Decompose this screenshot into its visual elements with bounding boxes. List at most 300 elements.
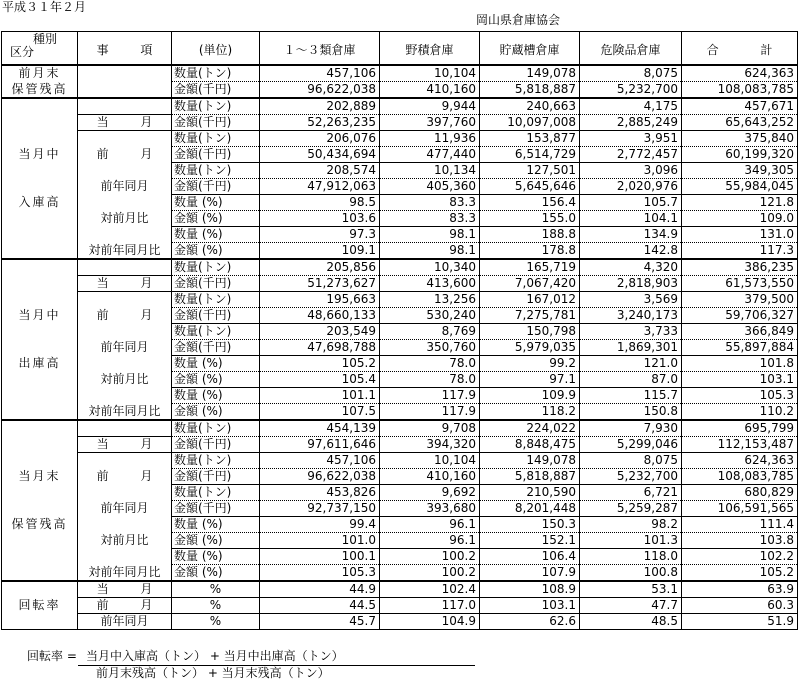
unit-label: 数量 (%): [172, 549, 260, 565]
value-open-yard-warehouse: 410,160: [380, 469, 480, 485]
item-label: 前年同月: [78, 179, 172, 195]
item-label: 当 月: [78, 437, 172, 453]
table-row: [2, 276, 798, 292]
value-silo-warehouse: 62.6: [480, 614, 580, 630]
unit-label: 金額(千円): [172, 437, 260, 453]
value-open-yard-warehouse: 104.9: [380, 614, 480, 630]
category-cell: [2, 404, 78, 421]
unit-label: %: [172, 614, 260, 630]
category-label: 前月末: [2, 65, 78, 82]
unit-label: %: [172, 598, 260, 614]
value-type1-3-warehouse: 50,434,694: [260, 147, 380, 163]
formula-denominator: 前月末残高（トン） + 当月末残高（トン）: [96, 666, 330, 680]
value-silo-warehouse: 188.8: [480, 227, 580, 243]
item-cell: [78, 163, 172, 179]
value-open-yard-warehouse: 98.1: [380, 227, 480, 243]
item-cell: [78, 388, 172, 404]
unit-label: 数量(トン): [172, 163, 260, 179]
table-row: [2, 259, 798, 276]
table-row: [2, 243, 798, 260]
value-type1-3-warehouse: 47,912,063: [260, 179, 380, 195]
value-open-yard-warehouse: 117.0: [380, 598, 480, 614]
item-label: 前 月: [78, 308, 172, 324]
table-row: [2, 324, 798, 340]
category-cell: [2, 533, 78, 549]
value-hazardous-warehouse: 1,869,301: [580, 340, 682, 356]
category-label: 保管残高: [2, 517, 78, 533]
value-hazardous-warehouse: 105.7: [580, 195, 682, 211]
column-header-silo-warehouse: 貯蔵槽倉庫: [480, 32, 580, 66]
category-label: 当月末: [2, 469, 78, 485]
category-label: 保管残高: [2, 82, 78, 99]
unit-label: 金額 (%): [172, 404, 260, 421]
table-row: [2, 340, 798, 356]
category-cell: [2, 276, 78, 292]
unit-label: 数量(トン): [172, 324, 260, 340]
value-hazardous-warehouse: 4,320: [580, 259, 682, 276]
item-label: 当 月: [78, 581, 172, 598]
item-label: 対前月比: [78, 372, 172, 388]
unit-label: 金額(千円): [172, 115, 260, 131]
formula-numerator: 当月中入庫高（トン） + 当月中出庫高（トン）: [86, 649, 344, 663]
value-total: 60.3: [682, 598, 798, 614]
value-silo-warehouse: 7,275,781: [480, 308, 580, 324]
value-silo-warehouse: 7,067,420: [480, 276, 580, 292]
category-cell: [2, 420, 78, 437]
value-total: 375,840: [682, 131, 798, 147]
unit-label: 数量 (%): [172, 388, 260, 404]
item-label: 当 月: [78, 276, 172, 292]
value-silo-warehouse: 109.9: [480, 388, 580, 404]
value-silo-warehouse: 178.8: [480, 243, 580, 260]
unit-label: 数量 (%): [172, 356, 260, 372]
value-open-yard-warehouse: 78.0: [380, 372, 480, 388]
value-type1-3-warehouse: 100.1: [260, 549, 380, 565]
value-open-yard-warehouse: 9,692: [380, 485, 480, 501]
value-type1-3-warehouse: 96,622,038: [260, 82, 380, 99]
value-hazardous-warehouse: 104.1: [580, 211, 682, 227]
value-hazardous-warehouse: 48.5: [580, 614, 682, 630]
item-cell: [78, 420, 172, 437]
value-total: 60,199,320: [682, 147, 798, 163]
table-row: [2, 388, 798, 404]
value-hazardous-warehouse: 8,075: [580, 453, 682, 469]
item-cell: [78, 82, 172, 99]
item-label: 対前年同月比: [78, 404, 172, 421]
value-silo-warehouse: 152.1: [480, 533, 580, 549]
value-open-yard-warehouse: 10,134: [380, 163, 480, 179]
value-type1-3-warehouse: 208,574: [260, 163, 380, 179]
value-open-yard-warehouse: 397,760: [380, 115, 480, 131]
value-hazardous-warehouse: 5,232,700: [580, 82, 682, 99]
item-header: 事 項: [78, 32, 172, 66]
unit-label: 金額 (%): [172, 243, 260, 260]
value-hazardous-warehouse: 118.0: [580, 549, 682, 565]
category-cell: [2, 243, 78, 260]
category-label: 当月中: [2, 147, 78, 163]
unit-label: 数量(トン): [172, 420, 260, 437]
value-hazardous-warehouse: 53.1: [580, 581, 682, 598]
value-open-yard-warehouse: 10,340: [380, 259, 480, 276]
value-total: 55,897,884: [682, 340, 798, 356]
value-type1-3-warehouse: 195,663: [260, 292, 380, 308]
value-open-yard-warehouse: 78.0: [380, 356, 480, 372]
value-hazardous-warehouse: 142.8: [580, 243, 682, 260]
value-hazardous-warehouse: 134.9: [580, 227, 682, 243]
value-hazardous-warehouse: 8,075: [580, 65, 682, 82]
value-hazardous-warehouse: 3,951: [580, 131, 682, 147]
value-total: 111.4: [682, 517, 798, 533]
item-cell: [78, 227, 172, 243]
item-cell: [78, 356, 172, 372]
unit-label: 数量(トン): [172, 485, 260, 501]
column-header-hazardous-warehouse: 危険品倉庫: [580, 32, 682, 66]
unit-label: 金額 (%): [172, 372, 260, 388]
value-total: 349,305: [682, 163, 798, 179]
value-silo-warehouse: 156.4: [480, 195, 580, 211]
category-cell: [2, 340, 78, 356]
table-row: [2, 485, 798, 501]
value-type1-3-warehouse: 453,826: [260, 485, 380, 501]
table-row: [2, 565, 798, 582]
item-label: 当 月: [78, 115, 172, 131]
value-open-yard-warehouse: 477,440: [380, 147, 480, 163]
item-cell: [78, 485, 172, 501]
category-label: 当月中: [2, 308, 78, 324]
value-type1-3-warehouse: 97.3: [260, 227, 380, 243]
category-cell: [2, 259, 78, 276]
item-label: 前年同月: [78, 614, 172, 630]
value-silo-warehouse: 224,022: [480, 420, 580, 437]
value-hazardous-warehouse: 2,885,249: [580, 115, 682, 131]
value-open-yard-warehouse: 13,256: [380, 292, 480, 308]
value-type1-3-warehouse: 203,549: [260, 324, 380, 340]
table-row: [2, 98, 798, 115]
category-cell: [2, 581, 78, 598]
value-total: 108,083,785: [682, 82, 798, 99]
value-open-yard-warehouse: 100.2: [380, 565, 480, 582]
value-silo-warehouse: 149,078: [480, 65, 580, 82]
report-period: 平成３１年２月: [2, 0, 87, 14]
category-cell: [2, 453, 78, 469]
table-row: [2, 147, 798, 163]
value-open-yard-warehouse: 83.3: [380, 211, 480, 227]
value-open-yard-warehouse: 96.1: [380, 517, 480, 533]
category-cell: [2, 485, 78, 501]
value-open-yard-warehouse: 102.4: [380, 581, 480, 598]
value-type1-3-warehouse: 205,856: [260, 259, 380, 276]
table-row: [2, 533, 798, 549]
value-total: 110.2: [682, 404, 798, 421]
value-hazardous-warehouse: 5,232,700: [580, 469, 682, 485]
unit-label: 金額(千円): [172, 308, 260, 324]
value-type1-3-warehouse: 45.7: [260, 614, 380, 630]
value-type1-3-warehouse: 101.1: [260, 388, 380, 404]
value-hazardous-warehouse: 121.0: [580, 356, 682, 372]
category-cell: [2, 565, 78, 582]
unit-label: 数量(トン): [172, 131, 260, 147]
value-total: 103.8: [682, 533, 798, 549]
value-total: 379,500: [682, 292, 798, 308]
unit-label: 金額(千円): [172, 82, 260, 99]
value-silo-warehouse: 99.2: [480, 356, 580, 372]
value-open-yard-warehouse: 98.1: [380, 243, 480, 260]
item-label: 対前年同月比: [78, 565, 172, 582]
item-cell: [78, 324, 172, 340]
item-label: 前 月: [78, 598, 172, 614]
item-cell: [78, 195, 172, 211]
unit-label: 数量 (%): [172, 227, 260, 243]
category-cell: [2, 372, 78, 388]
value-silo-warehouse: 165,719: [480, 259, 580, 276]
value-hazardous-warehouse: 3,569: [580, 292, 682, 308]
value-silo-warehouse: 8,201,448: [480, 501, 580, 517]
table-row: [2, 453, 798, 469]
value-type1-3-warehouse: 457,106: [260, 453, 380, 469]
value-total: 65,643,252: [682, 115, 798, 131]
value-silo-warehouse: 97.1: [480, 372, 580, 388]
value-total: 55,984,045: [682, 179, 798, 195]
item-label: 対前月比: [78, 211, 172, 227]
value-total: 106,591,565: [682, 501, 798, 517]
item-label: 対前年同月比: [78, 243, 172, 260]
value-type1-3-warehouse: 206,076: [260, 131, 380, 147]
value-silo-warehouse: 118.2: [480, 404, 580, 421]
value-total: 105.3: [682, 388, 798, 404]
organization-name: 岡山県倉庫協会: [476, 13, 561, 27]
value-type1-3-warehouse: 96,622,038: [260, 469, 380, 485]
value-silo-warehouse: 167,012: [480, 292, 580, 308]
table-row: [2, 195, 798, 211]
table-row: [2, 598, 798, 614]
item-label: 前年同月: [78, 501, 172, 517]
unit-label: 数量 (%): [172, 517, 260, 533]
value-silo-warehouse: 10,097,008: [480, 115, 580, 131]
value-type1-3-warehouse: 107.5: [260, 404, 380, 421]
table-row: [2, 437, 798, 453]
category-header: [2, 32, 78, 66]
value-hazardous-warehouse: 100.8: [580, 565, 682, 582]
category-cell: [2, 437, 78, 453]
category-label: 出庫高: [2, 356, 78, 372]
value-open-yard-warehouse: 10,104: [380, 65, 480, 82]
unit-label: 数量(トン): [172, 259, 260, 276]
table-row: [2, 517, 798, 533]
value-total: 101.8: [682, 356, 798, 372]
value-type1-3-warehouse: 51,273,627: [260, 276, 380, 292]
category-cell: [2, 388, 78, 404]
table-row: [2, 82, 798, 99]
table-row: [2, 227, 798, 243]
value-total: 680,829: [682, 485, 798, 501]
value-open-yard-warehouse: 11,936: [380, 131, 480, 147]
item-cell: [78, 131, 172, 147]
value-hazardous-warehouse: 6,721: [580, 485, 682, 501]
unit-label: 金額 (%): [172, 565, 260, 582]
value-open-yard-warehouse: 10,104: [380, 453, 480, 469]
value-open-yard-warehouse: 9,944: [380, 98, 480, 115]
value-type1-3-warehouse: 103.6: [260, 211, 380, 227]
table-row: [2, 292, 798, 308]
value-open-yard-warehouse: 350,760: [380, 340, 480, 356]
value-total: 59,706,327: [682, 308, 798, 324]
value-silo-warehouse: 150,798: [480, 324, 580, 340]
unit-label: 数量(トン): [172, 65, 260, 82]
value-silo-warehouse: 210,590: [480, 485, 580, 501]
unit-label: 金額(千円): [172, 179, 260, 195]
value-silo-warehouse: 106.4: [480, 549, 580, 565]
category-cell: [2, 549, 78, 565]
value-silo-warehouse: 5,645,646: [480, 179, 580, 195]
category-cell: [2, 501, 78, 517]
value-total: 121.8: [682, 195, 798, 211]
value-open-yard-warehouse: 413,600: [380, 276, 480, 292]
value-hazardous-warehouse: 47.7: [580, 598, 682, 614]
value-open-yard-warehouse: 8,769: [380, 324, 480, 340]
value-type1-3-warehouse: 105.2: [260, 356, 380, 372]
value-type1-3-warehouse: 99.4: [260, 517, 380, 533]
value-hazardous-warehouse: 5,299,046: [580, 437, 682, 453]
item-cell: [78, 453, 172, 469]
value-type1-3-warehouse: 105.3: [260, 565, 380, 582]
unit-label: 金額 (%): [172, 211, 260, 227]
item-cell: [78, 517, 172, 533]
value-silo-warehouse: 5,979,035: [480, 340, 580, 356]
header-row: [2, 32, 798, 66]
unit-header: (単位): [172, 32, 260, 66]
value-total: 624,363: [682, 65, 798, 82]
value-silo-warehouse: 155.0: [480, 211, 580, 227]
value-total: 102.2: [682, 549, 798, 565]
value-total: 457,671: [682, 98, 798, 115]
unit-label: 金額(千円): [172, 340, 260, 356]
value-hazardous-warehouse: 7,930: [580, 420, 682, 437]
unit-label: 金額(千円): [172, 469, 260, 485]
unit-label: 数量(トン): [172, 292, 260, 308]
value-type1-3-warehouse: 101.0: [260, 533, 380, 549]
value-silo-warehouse: 153,877: [480, 131, 580, 147]
column-header-open-yard-warehouse: 野積倉庫: [380, 32, 480, 66]
value-total: 108,083,785: [682, 469, 798, 485]
value-silo-warehouse: 150.3: [480, 517, 580, 533]
value-open-yard-warehouse: 9,708: [380, 420, 480, 437]
category-cell: [2, 211, 78, 227]
table-row: [2, 65, 798, 82]
value-hazardous-warehouse: 2,772,457: [580, 147, 682, 163]
unit-label: 金額 (%): [172, 533, 260, 549]
value-type1-3-warehouse: 48,660,133: [260, 308, 380, 324]
value-open-yard-warehouse: 117.9: [380, 388, 480, 404]
value-hazardous-warehouse: 5,259,287: [580, 501, 682, 517]
value-hazardous-warehouse: 3,096: [580, 163, 682, 179]
item-cell: [78, 292, 172, 308]
value-type1-3-warehouse: 454,139: [260, 420, 380, 437]
value-hazardous-warehouse: 3,733: [580, 324, 682, 340]
value-open-yard-warehouse: 393,680: [380, 501, 480, 517]
category-cell: [2, 324, 78, 340]
value-total: 695,799: [682, 420, 798, 437]
unit-label: 数量 (%): [172, 195, 260, 211]
table-row: [2, 420, 798, 437]
value-total: 112,153,487: [682, 437, 798, 453]
value-open-yard-warehouse: 394,320: [380, 437, 480, 453]
table-row: [2, 131, 798, 147]
category-cell: [2, 227, 78, 243]
value-open-yard-warehouse: 117.9: [380, 404, 480, 421]
category-cell: [2, 614, 78, 630]
unit-label: 数量(トン): [172, 453, 260, 469]
value-type1-3-warehouse: 457,106: [260, 65, 380, 82]
category-cell: [2, 163, 78, 179]
category-cell: [2, 179, 78, 195]
value-total: 103.1: [682, 372, 798, 388]
value-silo-warehouse: 107.9: [480, 565, 580, 582]
item-cell: [78, 259, 172, 276]
item-cell: [78, 98, 172, 115]
value-open-yard-warehouse: 96.1: [380, 533, 480, 549]
category-cell: [2, 131, 78, 147]
column-header-total: 合 計: [682, 32, 798, 66]
item-cell: [78, 549, 172, 565]
value-hazardous-warehouse: 101.3: [580, 533, 682, 549]
category-label: 回転率: [2, 598, 78, 614]
value-hazardous-warehouse: 98.2: [580, 517, 682, 533]
category-header-type: 種別: [32, 32, 57, 46]
value-total: 366,849: [682, 324, 798, 340]
value-type1-3-warehouse: 202,889: [260, 98, 380, 115]
value-type1-3-warehouse: 97,611,646: [260, 437, 380, 453]
value-silo-warehouse: 149,078: [480, 453, 580, 469]
value-hazardous-warehouse: 87.0: [580, 372, 682, 388]
value-silo-warehouse: 103.1: [480, 598, 580, 614]
value-hazardous-warehouse: 2,020,976: [580, 179, 682, 195]
value-silo-warehouse: 108.9: [480, 581, 580, 598]
value-total: 131.0: [682, 227, 798, 243]
table-row: [2, 308, 798, 324]
value-silo-warehouse: 6,514,729: [480, 147, 580, 163]
table-row: [2, 581, 798, 598]
value-total: 51.9: [682, 614, 798, 630]
value-total: 117.3: [682, 243, 798, 260]
value-type1-3-warehouse: 98.5: [260, 195, 380, 211]
value-type1-3-warehouse: 44.9: [260, 581, 380, 598]
value-total: 386,235: [682, 259, 798, 276]
value-open-yard-warehouse: 410,160: [380, 82, 480, 99]
value-total: 109.0: [682, 211, 798, 227]
unit-label: %: [172, 581, 260, 598]
table-body: [2, 65, 798, 630]
value-silo-warehouse: 5,818,887: [480, 82, 580, 99]
value-hazardous-warehouse: 4,175: [580, 98, 682, 115]
value-open-yard-warehouse: 405,360: [380, 179, 480, 195]
value-silo-warehouse: 127,501: [480, 163, 580, 179]
value-type1-3-warehouse: 44.5: [260, 598, 380, 614]
table-row: [2, 179, 798, 195]
value-type1-3-warehouse: 52,263,235: [260, 115, 380, 131]
item-label: 対前月比: [78, 533, 172, 549]
category-label: 入庫高: [2, 195, 78, 211]
value-hazardous-warehouse: 2,818,903: [580, 276, 682, 292]
table-row: [2, 115, 798, 131]
unit-label: 数量(トン): [172, 98, 260, 115]
unit-label: 金額(千円): [172, 276, 260, 292]
table-row: [2, 356, 798, 372]
value-type1-3-warehouse: 47,698,788: [260, 340, 380, 356]
table-row: [2, 372, 798, 388]
value-open-yard-warehouse: 100.2: [380, 549, 480, 565]
item-cell: [78, 65, 172, 82]
category-cell: [2, 115, 78, 131]
